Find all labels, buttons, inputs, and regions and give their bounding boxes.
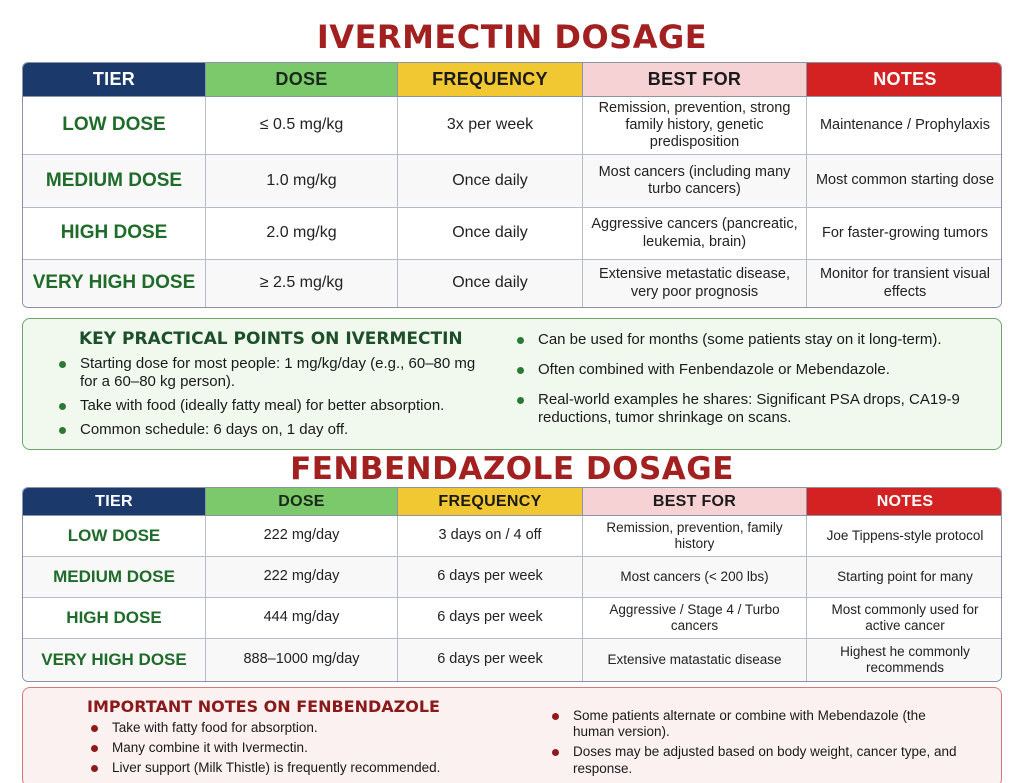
header-best-for: BEST FOR — [583, 488, 807, 516]
frequency-cell: 6 days per week — [398, 639, 583, 681]
tier-cell: LOW DOSE — [23, 516, 206, 557]
key-points-list-left — [55, 355, 495, 445]
dose-cell: ≥ 2.5 mg/kg — [206, 260, 398, 307]
table-row — [23, 516, 1001, 557]
notes-cell: Joe Tippens-style protocol — [807, 516, 1002, 557]
list-item: Liver support (Milk Thistle) is frequently recommended. — [87, 760, 507, 776]
tier-cell: HIGH DOSE — [23, 598, 206, 639]
table-row — [23, 155, 1001, 208]
dose-cell: ≤ 0.5 mg/kg — [206, 97, 398, 155]
header-best-for: BEST FOR — [583, 63, 807, 97]
best-for-cell: Extensive matastatic disease — [583, 639, 807, 681]
frequency-cell: 3 days on / 4 off — [398, 516, 583, 557]
best-for-cell: Most cancers (< 200 lbs) — [583, 557, 807, 598]
list-item: Some patients alternate or combine with Mebendazole (the human version). — [548, 708, 968, 740]
best-for-cell: Aggressive cancers (pancreatic, leukemia, brain) — [583, 208, 807, 260]
key-points-list-right — [513, 331, 983, 439]
ivermectin-dosage-table — [22, 62, 1002, 308]
frequency-cell: Once daily — [398, 208, 583, 260]
frequency-cell: Once daily — [398, 260, 583, 307]
dose-cell: 222 mg/day — [206, 516, 398, 557]
list-item: Common schedule: 6 days on, 1 day off. — [55, 421, 495, 439]
dose-cell: 222 mg/day — [206, 557, 398, 598]
table-header-row — [23, 63, 1001, 97]
fenbendazole-dosage-table — [22, 487, 1002, 682]
table-row — [23, 97, 1001, 155]
table-row — [23, 598, 1001, 639]
list-item: Starting dose for most people: 1 mg/kg/day (e.g., 60–80 mg for a 60–80 kg person). — [55, 355, 495, 391]
best-for-cell: Remission, prevention, family history — [583, 516, 807, 557]
header-notes: NOTES — [807, 63, 1002, 97]
best-for-cell: Aggressive / Stage 4 / Turbo cancers — [583, 598, 807, 639]
header-dose: DOSE — [206, 488, 398, 516]
tier-cell: MEDIUM DOSE — [23, 155, 206, 208]
best-for-cell: Extensive metastatic disease, very poor prognosis — [583, 260, 807, 307]
frequency-cell: 6 days per week — [398, 598, 583, 639]
notes-cell: Highest he commonly recommends — [807, 639, 1002, 681]
header-tier: TIER — [23, 488, 206, 516]
header-notes: NOTES — [807, 488, 1002, 516]
table-row — [23, 260, 1001, 307]
key-points-title: KEY PRACTICAL POINTS ON IVERMECTIN — [79, 329, 463, 349]
notes-cell: Most commonly used for active cancer — [807, 598, 1002, 639]
header-frequency: FREQUENCY — [398, 488, 583, 516]
notes-cell: Maintenance / Prophylaxis — [807, 97, 1002, 155]
tier-cell: HIGH DOSE — [23, 208, 206, 260]
frequency-cell: 3x per week — [398, 97, 583, 155]
dose-cell: 2.0 mg/kg — [206, 208, 398, 260]
table-row — [23, 557, 1001, 598]
list-item: Doses may be adjusted based on body weight, cancer type, and response. — [548, 744, 968, 776]
important-notes-title: IMPORTANT NOTES ON FENBENDAZOLE — [87, 697, 440, 716]
header-dose: DOSE — [206, 63, 398, 97]
dose-cell: 444 mg/day — [206, 598, 398, 639]
header-tier: TIER — [23, 63, 206, 97]
fenbendazole-title: FENBENDAZOLE DOSAGE — [290, 451, 734, 487]
notes-list-right — [548, 708, 968, 781]
ivermectin-title: IVERMECTIN DOSAGE — [316, 18, 708, 56]
notes-cell: For faster-growing tumors — [807, 208, 1002, 260]
list-item: Real-world examples he shares: Significant PSA drops, CA19-9 reductions, tumor shrinkage on scans. — [513, 391, 983, 427]
tier-cell: LOW DOSE — [23, 97, 206, 155]
list-item: Many combine it with Ivermectin. — [87, 740, 507, 756]
tier-cell: VERY HIGH DOSE — [23, 260, 206, 307]
ivermectin-key-points-box — [22, 318, 1002, 450]
list-item: Take with fatty food for absorption. — [87, 720, 507, 736]
table-header-row — [23, 488, 1001, 516]
best-for-cell: Most cancers (including many turbo cancers) — [583, 155, 807, 208]
tier-cell: MEDIUM DOSE — [23, 557, 206, 598]
notes-cell: Monitor for transient visual effects — [807, 260, 1002, 307]
fenbendazole-notes-box — [22, 687, 1002, 783]
frequency-cell: 6 days per week — [398, 557, 583, 598]
notes-list-left — [87, 720, 507, 781]
list-item: Take with food (ideally fatty meal) for better absorption. — [55, 397, 495, 415]
tier-cell: VERY HIGH DOSE — [23, 639, 206, 681]
table-row — [23, 208, 1001, 260]
list-item: Can be used for months (some patients stay on it long-term). — [513, 331, 983, 349]
list-item: Often combined with Fenbendazole or Mebendazole. — [513, 361, 983, 379]
best-for-cell: Remission, prevention, strong family history, genetic predisposition — [583, 97, 807, 155]
notes-cell: Most common starting dose — [807, 155, 1002, 208]
header-frequency: FREQUENCY — [398, 63, 583, 97]
dose-cell: 1.0 mg/kg — [206, 155, 398, 208]
dose-cell: 888–1000 mg/day — [206, 639, 398, 681]
notes-cell: Starting point for many — [807, 557, 1002, 598]
frequency-cell: Once daily — [398, 155, 583, 208]
table-row — [23, 639, 1001, 681]
